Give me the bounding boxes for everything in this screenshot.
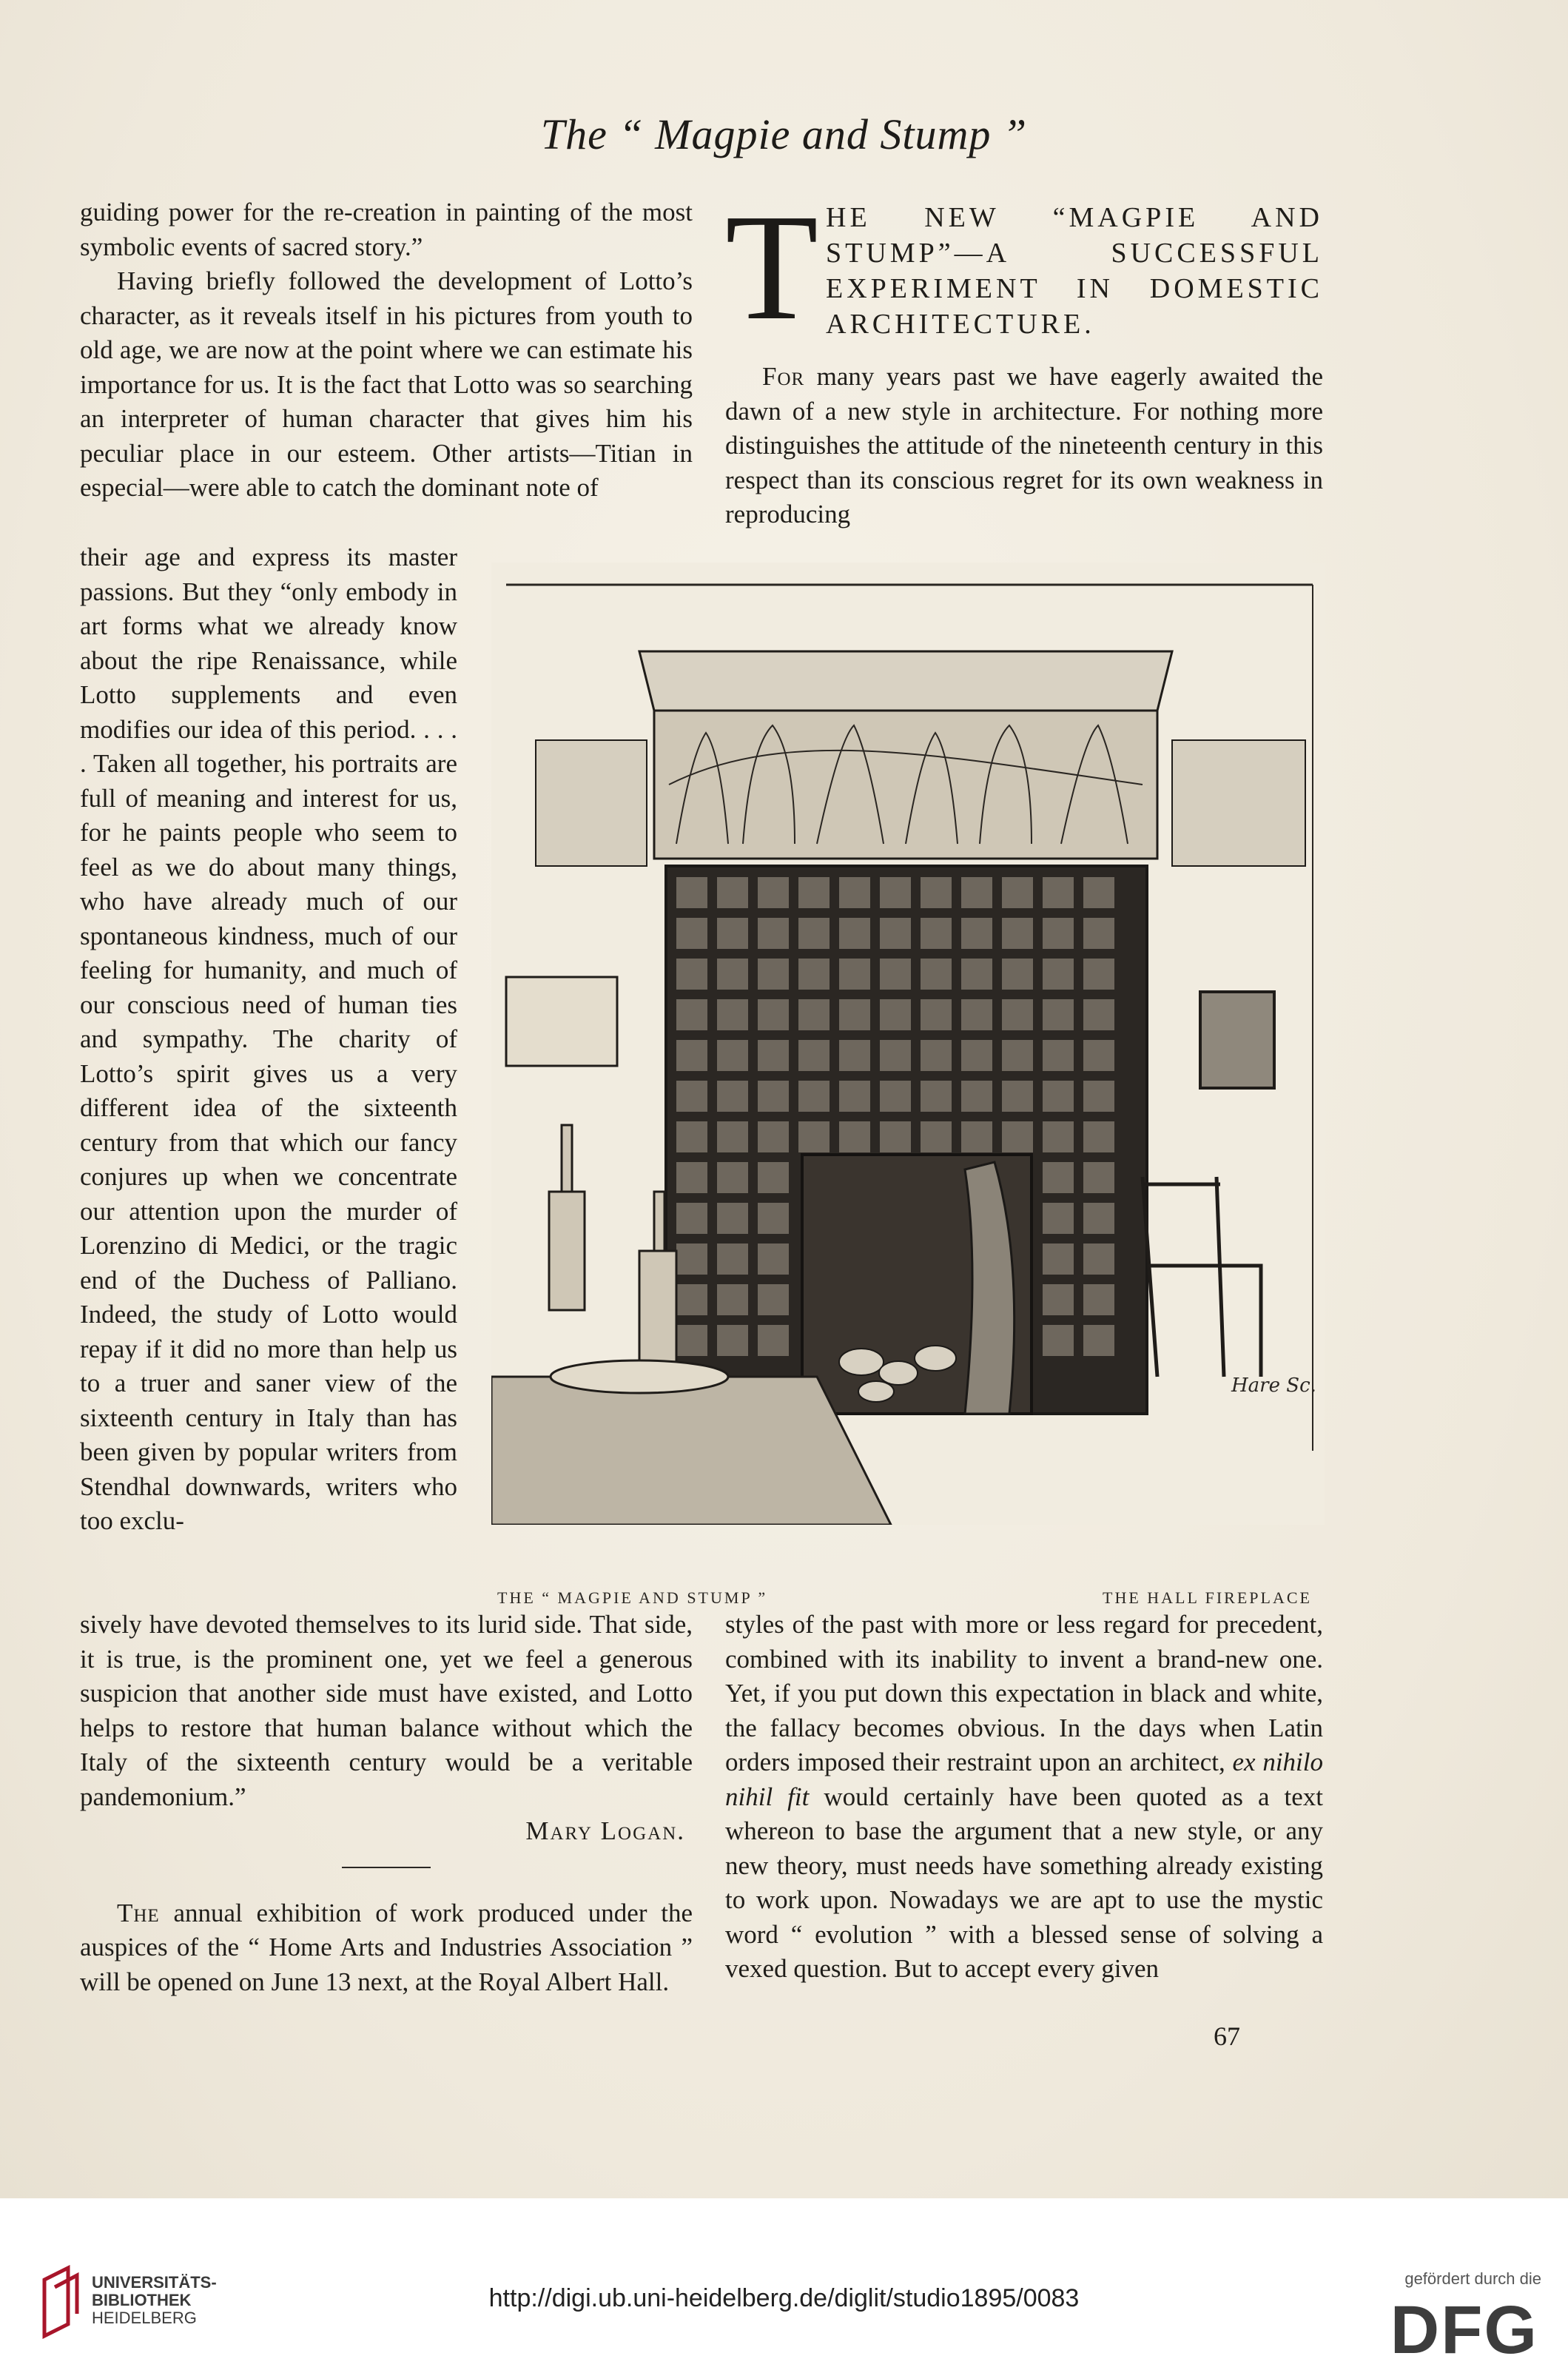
caption-right: THE HALL FIREPLACE [1103, 1588, 1312, 1607]
funding-text: gefördert durch die [1404, 2269, 1541, 2288]
paragraph: guiding power for the re-creation in painting of the most symbolic events of sacred story.” [80, 198, 693, 261]
library-line: BIBLIOTHEK [92, 2291, 192, 2309]
notice-lead: The [117, 1898, 160, 1927]
paragraph [725, 1608, 1323, 1987]
dfg-logo: DFG [1390, 2292, 1538, 2368]
source-url-link[interactable]: http://digi.ub.uni-heidelberg.de/diglit/studio1895/0083 [488, 2284, 1080, 2312]
notice-text: annual exhibition of work produced under the auspices of the “ Home Arts and Industries Association ” will be opened on June 13 next, at the Royal Albert Hall. [80, 1898, 693, 1996]
left-column-top [80, 195, 693, 506]
paragraph: Having briefly followed the development of Lotto’s character, as it reveals itself in his pictures from youth to old age, we are now at the point where we can estimate his importance for us. It is the fact that Lotto was so searching an interpreter of human character that gives him his peculiar place in our esteem. Other artists—Titian in especial—were able to catch the dominant note of [80, 266, 693, 502]
library-line: UNIVERSITÄTS- [92, 2273, 217, 2292]
page-number: 67 [1214, 2021, 1240, 2051]
latin-phrase: ex nihilo nihil fit [725, 1748, 1323, 1811]
author-signature: Mary Logan. [525, 1816, 685, 1845]
right-column-bottom [725, 1608, 1323, 1987]
footer-bar [0, 2198, 1568, 2373]
intro-text: many years past we have eagerly awaited the dawn of a new style in architecture. For nothing more distinguishes the attitude of the nineteenth century in this respect than its conscious regret for its own weakness in reproducing [725, 362, 1323, 528]
intro-paragraph [725, 360, 1323, 532]
paragraph: sively have devoted themselves to its lurid side. That side, it is true, is the prominent one, yet we feel a generous suspicion that another side must have existed, and Lotto helps to restore that human balance without which the Italy of the sixteenth century would be a veritable pandemonium.” [80, 1610, 693, 1811]
section-divider [342, 1867, 431, 1868]
running-title: The “ Magpie and Stump ” [540, 110, 1028, 158]
fireplace-illustration [491, 563, 1325, 1525]
article-headline [725, 182, 1323, 352]
notice-paragraph [80, 1896, 693, 2000]
paragraph-text: styles of the past with more or less regard for precedent, combined with its inability to invent a brand-new one. Yet, if you put down this expectation in black and white, the fallacy becomes obvious. In the days when Latin orders imposed their restraint upon an architect, [725, 1610, 1323, 1776]
caption-left: THE “ MAGPIE AND STUMP ” [497, 1588, 768, 1607]
drop-cap: T [725, 182, 818, 352]
library-line: HEIDELBERG [92, 2309, 197, 2327]
right-column-top [725, 360, 1323, 532]
paragraph: their age and express its master passions. But they “only embody in art forms what we already know about the ripe Renaissance, while Lotto supplements and even modifies our idea of this period. . . . . Taken all together, his portraits are full of meaning and interest for us, for he paints people who seem to feel as we do about many things, who have already much of our spontaneous kindness, much of our feeling for humanity, and much of our conscious need of human ties and sympathy. The charity of Lotto’s spirit gives us a very different idea of the sixteenth century from that which our fancy conjures up when we concentrate our attention upon the murder of Lorenzino di Medici, or the tragic end of the Duchess of Palliano. Indeed, the study of Lotto would repay if it did no more than help us to a truer and saner view of the sixteenth century in Italy than has been given by popular writers from Stendhal downwards, writers who too exclu- [80, 543, 457, 1535]
artist-signature: Hare Sc. [1231, 1375, 1316, 1397]
paragraph-text: would certainly have been quoted as a text whereon to base the argument that a new style, or any new theory, must needs have something already existing to work upon. Nowadays we are apt to use the mystic word “ evolution ” with a blessed sense of solving a vexed question. But to accept every given [725, 1782, 1323, 1983]
headline-text: HE NEW “MAGPIE AND STUMP”—A SUCCESSFUL EXPERIMENT IN DOMESTIC ARCHITECTURE. [826, 202, 1323, 340]
left-column-narrow [80, 540, 457, 1539]
intro-lead: For [762, 362, 805, 391]
left-column-bottom [80, 1608, 693, 1999]
